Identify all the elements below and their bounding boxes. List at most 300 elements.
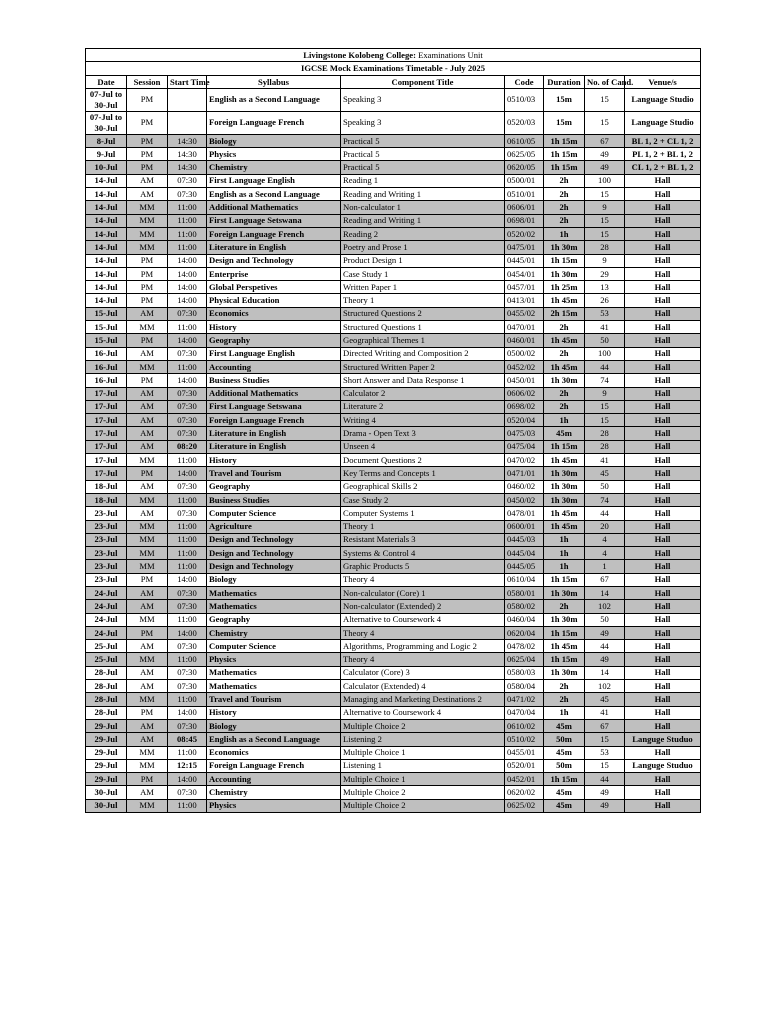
table-row: [86, 374, 701, 387]
duration-cell: 1h 45m: [544, 360, 585, 373]
start-time-cell: 11:00: [168, 653, 207, 666]
timetable-subtitle: IGCSE Mock Examinations Timetable - July 2025: [86, 62, 701, 75]
session-cell: AM: [127, 586, 168, 599]
date-cell: 18-Jul: [86, 480, 127, 493]
start-time-cell: [168, 111, 207, 134]
code-cell: 0445/05: [505, 560, 544, 573]
syllabus-cell: History: [207, 321, 341, 334]
session-cell: MM: [127, 560, 168, 573]
duration-cell: 2h: [544, 680, 585, 693]
table-row: [86, 188, 701, 201]
start-time-cell: 14:30: [168, 148, 207, 161]
start-time-cell: 14:30: [168, 134, 207, 147]
component-title-cell: Short Answer and Data Response 1: [341, 374, 505, 387]
code-cell: 0500/01: [505, 174, 544, 187]
candidates-cell: 50: [585, 613, 625, 626]
candidates-cell: 49: [585, 653, 625, 666]
candidates-cell: 74: [585, 374, 625, 387]
session-cell: MM: [127, 321, 168, 334]
start-time-cell: 07:30: [168, 600, 207, 613]
duration-cell: 1h 15m: [544, 148, 585, 161]
component-title-cell: Managing and Marketing Destinations 2: [341, 693, 505, 706]
duration-cell: 1h 45m: [544, 507, 585, 520]
table-row: [86, 786, 701, 799]
page-title: [86, 49, 701, 62]
code-cell: 0600/01: [505, 520, 544, 533]
start-time-cell: 07:30: [168, 400, 207, 413]
venue-cell: Languge Studuo: [625, 759, 701, 772]
start-time-cell: 14:00: [168, 573, 207, 586]
syllabus-cell: Foreign Language French: [207, 414, 341, 427]
syllabus-cell: Mathematics: [207, 586, 341, 599]
syllabus-cell: Chemistry: [207, 626, 341, 639]
syllabus-cell: Enterprise: [207, 267, 341, 280]
venue-cell: Hall: [625, 400, 701, 413]
date-cell: 29-Jul: [86, 746, 127, 759]
component-title-cell: Unseen 4: [341, 440, 505, 453]
syllabus-cell: Biology: [207, 573, 341, 586]
component-title-cell: Key Terms and Concepts 1: [341, 467, 505, 480]
syllabus-cell: First Language Setswana: [207, 400, 341, 413]
duration-cell: 45m: [544, 799, 585, 812]
start-time-cell: 11:00: [168, 360, 207, 373]
code-cell: 0470/04: [505, 706, 544, 719]
venue-cell: Hall: [625, 680, 701, 693]
duration-cell: 1h 30m: [544, 467, 585, 480]
table-row: [86, 480, 701, 493]
session-cell: PM: [127, 467, 168, 480]
session-cell: MM: [127, 693, 168, 706]
duration-cell: 1h 15m: [544, 573, 585, 586]
table-row: [86, 706, 701, 719]
session-cell: AM: [127, 387, 168, 400]
start-time-cell: 07:30: [168, 680, 207, 693]
component-title-cell: Speaking 3: [341, 88, 505, 111]
start-time-cell: 14:00: [168, 706, 207, 719]
code-cell: 0620/02: [505, 786, 544, 799]
session-cell: AM: [127, 786, 168, 799]
table-row: [86, 387, 701, 400]
venue-cell: Hall: [625, 254, 701, 267]
syllabus-cell: Design and Technology: [207, 533, 341, 546]
duration-cell: 1h 15m: [544, 161, 585, 174]
session-cell: MM: [127, 201, 168, 214]
component-title-cell: Multiple Choice 2: [341, 799, 505, 812]
start-time-cell: 14:00: [168, 773, 207, 786]
duration-cell: 2h: [544, 693, 585, 706]
table-row: [86, 533, 701, 546]
syllabus-cell: Accounting: [207, 360, 341, 373]
start-time-cell: 11:00: [168, 693, 207, 706]
syllabus-cell: Accounting: [207, 773, 341, 786]
start-time-cell: 11:00: [168, 560, 207, 573]
date-cell: 14-Jul: [86, 241, 127, 254]
component-title-cell: Theory 4: [341, 653, 505, 666]
code-cell: 0620/05: [505, 161, 544, 174]
candidates-cell: 49: [585, 161, 625, 174]
column-header: Session: [127, 75, 168, 88]
table-row: [86, 400, 701, 413]
unit-name: Examinations Unit: [415, 49, 483, 60]
component-title-cell: Product Design 1: [341, 254, 505, 267]
session-cell: PM: [127, 573, 168, 586]
venue-cell: Hall: [625, 201, 701, 214]
component-title-cell: Alternative to Coursework 4: [341, 613, 505, 626]
syllabus-cell: History: [207, 454, 341, 467]
candidates-cell: 100: [585, 347, 625, 360]
syllabus-cell: Geography: [207, 480, 341, 493]
code-cell: 0698/01: [505, 214, 544, 227]
code-cell: 0460/02: [505, 480, 544, 493]
candidates-cell: 4: [585, 547, 625, 560]
candidates-cell: 15: [585, 214, 625, 227]
code-cell: 0450/02: [505, 493, 544, 506]
start-time-cell: 11:00: [168, 214, 207, 227]
date-cell: 14-Jul: [86, 281, 127, 294]
component-title-cell: Graphic Products 5: [341, 560, 505, 573]
syllabus-cell: Literature in English: [207, 427, 341, 440]
venue-cell: Hall: [625, 613, 701, 626]
syllabus-cell: Business Studies: [207, 493, 341, 506]
component-title-cell: Theory 4: [341, 626, 505, 639]
candidates-cell: 44: [585, 507, 625, 520]
venue-cell: Hall: [625, 188, 701, 201]
venue-cell: Hall: [625, 360, 701, 373]
syllabus-cell: Chemistry: [207, 786, 341, 799]
table-row: [86, 680, 701, 693]
component-title-cell: Systems & Control 4: [341, 547, 505, 560]
code-cell: 0610/04: [505, 573, 544, 586]
candidates-cell: 49: [585, 148, 625, 161]
syllabus-cell: English as a Second Language: [207, 88, 341, 111]
venue-cell: CL 1, 2 + BL 1, 2: [625, 161, 701, 174]
duration-cell: 2h 15m: [544, 307, 585, 320]
syllabus-cell: Additional Mathematics: [207, 201, 341, 214]
syllabus-cell: Computer Science: [207, 640, 341, 653]
code-cell: 0580/02: [505, 600, 544, 613]
venue-cell: Hall: [625, 600, 701, 613]
candidates-cell: 9: [585, 387, 625, 400]
start-time-cell: 07:30: [168, 786, 207, 799]
code-cell: 0500/02: [505, 347, 544, 360]
code-cell: 0625/05: [505, 148, 544, 161]
duration-cell: 1h 15m: [544, 626, 585, 639]
start-time-cell: 14:00: [168, 626, 207, 639]
duration-cell: 1h 30m: [544, 666, 585, 679]
date-cell: 29-Jul: [86, 719, 127, 732]
duration-cell: 2h: [544, 321, 585, 334]
date-cell: 24-Jul: [86, 600, 127, 613]
candidates-cell: 28: [585, 440, 625, 453]
duration-cell: 2h: [544, 347, 585, 360]
syllabus-cell: Chemistry: [207, 161, 341, 174]
component-title-cell: Poetry and Prose 1: [341, 241, 505, 254]
start-time-cell: 07:30: [168, 387, 207, 400]
code-cell: 0510/01: [505, 188, 544, 201]
table-row: [86, 746, 701, 759]
code-cell: 0520/02: [505, 227, 544, 240]
session-cell: PM: [127, 161, 168, 174]
venue-cell: Hall: [625, 480, 701, 493]
candidates-cell: 4: [585, 533, 625, 546]
session-cell: AM: [127, 733, 168, 746]
duration-cell: 1h 15m: [544, 134, 585, 147]
table-row: [86, 427, 701, 440]
component-title-cell: Non-calculator 1: [341, 201, 505, 214]
table-row: [86, 281, 701, 294]
duration-cell: 1h: [544, 547, 585, 560]
start-time-cell: 14:00: [168, 294, 207, 307]
start-time-cell: 12:15: [168, 759, 207, 772]
code-cell: 0460/04: [505, 613, 544, 626]
session-cell: AM: [127, 640, 168, 653]
session-cell: PM: [127, 111, 168, 134]
component-title-cell: Case Study 1: [341, 267, 505, 280]
duration-cell: 1h: [544, 227, 585, 240]
candidates-cell: 53: [585, 307, 625, 320]
candidates-cell: 102: [585, 680, 625, 693]
session-cell: MM: [127, 533, 168, 546]
venue-cell: Hall: [625, 520, 701, 533]
table-row: [86, 88, 701, 111]
column-header: Venue/s: [625, 75, 701, 88]
table-row: [86, 613, 701, 626]
date-cell: 25-Jul: [86, 640, 127, 653]
date-cell: 17-Jul: [86, 440, 127, 453]
duration-cell: 45m: [544, 746, 585, 759]
start-time-cell: 07:30: [168, 427, 207, 440]
candidates-cell: 28: [585, 427, 625, 440]
duration-cell: 2h: [544, 400, 585, 413]
start-time-cell: 07:30: [168, 307, 207, 320]
syllabus-cell: Foreign Language French: [207, 227, 341, 240]
date-cell: 17-Jul: [86, 414, 127, 427]
date-cell: 30-Jul: [86, 799, 127, 812]
syllabus-cell: Physics: [207, 148, 341, 161]
component-title-cell: Structured Questions 2: [341, 307, 505, 320]
session-cell: MM: [127, 454, 168, 467]
code-cell: 0452/01: [505, 773, 544, 786]
syllabus-cell: Design and Technology: [207, 560, 341, 573]
venue-cell: Hall: [625, 267, 701, 280]
start-time-cell: 14:30: [168, 161, 207, 174]
syllabus-cell: First Language Setswana: [207, 214, 341, 227]
candidates-cell: 49: [585, 626, 625, 639]
college-name: Livingstone Kolobeng College:: [303, 49, 416, 60]
code-cell: 0625/02: [505, 799, 544, 812]
table-row: [86, 547, 701, 560]
duration-cell: 1h 30m: [544, 613, 585, 626]
candidates-cell: 50: [585, 480, 625, 493]
syllabus-cell: Mathematics: [207, 666, 341, 679]
date-cell: 23-Jul: [86, 507, 127, 520]
session-cell: PM: [127, 334, 168, 347]
date-cell: 23-Jul: [86, 520, 127, 533]
start-time-cell: 07:30: [168, 347, 207, 360]
duration-cell: 1h 15m: [544, 440, 585, 453]
candidates-cell: 53: [585, 746, 625, 759]
date-cell: 29-Jul: [86, 773, 127, 786]
duration-cell: 1h 45m: [544, 640, 585, 653]
component-title-cell: Alternative to Coursework 4: [341, 706, 505, 719]
component-title-cell: Calculator 2: [341, 387, 505, 400]
code-cell: 0610/05: [505, 134, 544, 147]
syllabus-cell: Biology: [207, 134, 341, 147]
code-cell: 0470/01: [505, 321, 544, 334]
candidates-cell: 15: [585, 88, 625, 111]
session-cell: PM: [127, 773, 168, 786]
candidates-cell: 29: [585, 267, 625, 280]
code-cell: 0455/02: [505, 307, 544, 320]
date-cell: 23-Jul: [86, 560, 127, 573]
date-cell: 23-Jul: [86, 573, 127, 586]
code-cell: 0606/01: [505, 201, 544, 214]
session-cell: PM: [127, 254, 168, 267]
date-cell: 14-Jul: [86, 174, 127, 187]
venue-cell: Hall: [625, 666, 701, 679]
duration-cell: 1h 45m: [544, 454, 585, 467]
venue-cell: Hall: [625, 281, 701, 294]
component-title-cell: Literature 2: [341, 400, 505, 413]
venue-cell: Language Studio: [625, 88, 701, 111]
venue-cell: Hall: [625, 653, 701, 666]
start-time-cell: 08:20: [168, 440, 207, 453]
start-time-cell: 11:00: [168, 454, 207, 467]
duration-cell: 45m: [544, 719, 585, 732]
date-cell: 07-Jul to 30-Jul: [86, 88, 127, 111]
venue-cell: Hall: [625, 347, 701, 360]
session-cell: AM: [127, 600, 168, 613]
code-cell: 0450/01: [505, 374, 544, 387]
venue-cell: Hall: [625, 640, 701, 653]
table-row: [86, 307, 701, 320]
start-time-cell: 11:00: [168, 533, 207, 546]
candidates-cell: 14: [585, 586, 625, 599]
component-title-cell: Practical 5: [341, 148, 505, 161]
venue-cell: Hall: [625, 533, 701, 546]
duration-cell: 45m: [544, 427, 585, 440]
syllabus-cell: Foreign Language French: [207, 759, 341, 772]
duration-cell: 1h: [544, 706, 585, 719]
code-cell: 0475/03: [505, 427, 544, 440]
start-time-cell: 11:00: [168, 241, 207, 254]
table-row: [86, 111, 701, 134]
column-header-row: [86, 75, 701, 88]
duration-cell: 2h: [544, 201, 585, 214]
start-time-cell: 14:00: [168, 374, 207, 387]
start-time-cell: 11:00: [168, 227, 207, 240]
candidates-cell: 44: [585, 360, 625, 373]
date-cell: 17-Jul: [86, 400, 127, 413]
date-cell: 29-Jul: [86, 759, 127, 772]
component-title-cell: Multiple Choice 1: [341, 746, 505, 759]
candidates-cell: 28: [585, 241, 625, 254]
syllabus-cell: Travel and Tourism: [207, 693, 341, 706]
code-cell: 0580/03: [505, 666, 544, 679]
duration-cell: 1h 15m: [544, 773, 585, 786]
start-time-cell: 07:30: [168, 640, 207, 653]
code-cell: 0610/02: [505, 719, 544, 732]
session-cell: AM: [127, 347, 168, 360]
table-row: [86, 148, 701, 161]
column-header: No. of Cand.: [585, 75, 625, 88]
syllabus-cell: Global Perspetives: [207, 281, 341, 294]
date-cell: 24-Jul: [86, 586, 127, 599]
code-cell: 0625/04: [505, 653, 544, 666]
code-cell: 0471/01: [505, 467, 544, 480]
subtitle-row: [86, 62, 701, 75]
session-cell: MM: [127, 799, 168, 812]
duration-cell: 1h: [544, 414, 585, 427]
duration-cell: 2h: [544, 214, 585, 227]
date-cell: 15-Jul: [86, 321, 127, 334]
syllabus-cell: Biology: [207, 719, 341, 732]
date-cell: 29-Jul: [86, 733, 127, 746]
component-title-cell: Geographical Themes 1: [341, 334, 505, 347]
table-row: [86, 653, 701, 666]
code-cell: 0478/01: [505, 507, 544, 520]
candidates-cell: 67: [585, 134, 625, 147]
code-cell: 0445/03: [505, 533, 544, 546]
code-cell: 0475/04: [505, 440, 544, 453]
session-cell: MM: [127, 360, 168, 373]
venue-cell: Hall: [625, 414, 701, 427]
date-cell: 14-Jul: [86, 254, 127, 267]
syllabus-cell: Foreign Language French: [207, 111, 341, 134]
venue-cell: Hall: [625, 387, 701, 400]
table-row: [86, 666, 701, 679]
component-title-cell: Theory 1: [341, 520, 505, 533]
syllabus-cell: Business Studies: [207, 374, 341, 387]
table-row: [86, 573, 701, 586]
duration-cell: 2h: [544, 188, 585, 201]
duration-cell: 2h: [544, 600, 585, 613]
column-header: Syllabus: [207, 75, 341, 88]
duration-cell: 50m: [544, 759, 585, 772]
table-row: [86, 600, 701, 613]
venue-cell: Hall: [625, 214, 701, 227]
date-cell: 9-Jul: [86, 148, 127, 161]
table-row: [86, 560, 701, 573]
component-title-cell: Written Paper 1: [341, 281, 505, 294]
syllabus-cell: Design and Technology: [207, 547, 341, 560]
syllabus-cell: Design and Technology: [207, 254, 341, 267]
table-row: [86, 254, 701, 267]
duration-cell: 1h: [544, 560, 585, 573]
date-cell: 15-Jul: [86, 307, 127, 320]
session-cell: AM: [127, 427, 168, 440]
candidates-cell: 9: [585, 254, 625, 267]
table-row: [86, 454, 701, 467]
table-row: [86, 174, 701, 187]
table-row: [86, 773, 701, 786]
start-time-cell: 07:30: [168, 480, 207, 493]
code-cell: 0520/04: [505, 414, 544, 427]
session-cell: AM: [127, 440, 168, 453]
column-header: Start Time: [168, 75, 207, 88]
start-time-cell: 14:00: [168, 334, 207, 347]
syllabus-cell: Geography: [207, 334, 341, 347]
syllabus-cell: English as a Second Language: [207, 188, 341, 201]
venue-cell: Language Studio: [625, 111, 701, 134]
venue-cell: Hall: [625, 440, 701, 453]
session-cell: MM: [127, 759, 168, 772]
date-cell: 14-Jul: [86, 214, 127, 227]
code-cell: 0471/02: [505, 693, 544, 706]
component-title-cell: Reading and Writing 1: [341, 188, 505, 201]
venue-cell: Hall: [625, 560, 701, 573]
component-title-cell: Multiple Choice 2: [341, 786, 505, 799]
